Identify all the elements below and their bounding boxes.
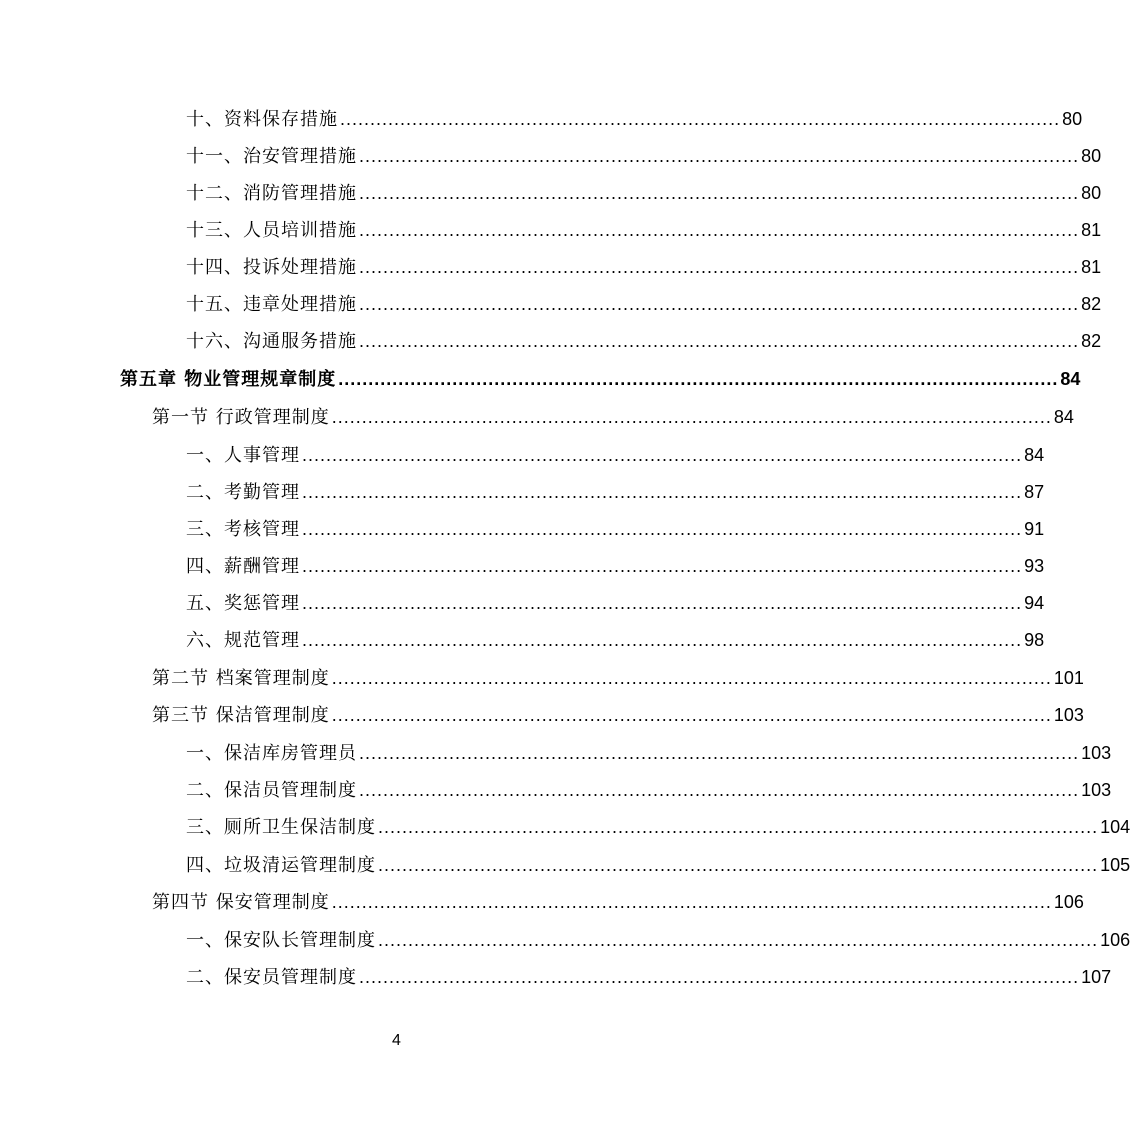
toc-entry-page: 80 — [1081, 183, 1102, 203]
toc-entry[interactable] — [186, 286, 1102, 323]
toc-entry-page: 81 — [1081, 257, 1102, 277]
toc-entry[interactable] — [186, 959, 1112, 996]
toc-entry-title: 第四节 保安管理制度 — [152, 892, 330, 913]
toc-leader: ........................................................................................................................ — [378, 855, 1099, 875]
toc-entry-title: 十三、人员培训措施 — [186, 220, 357, 241]
toc-leader: ........................................................................................................................ — [302, 556, 1023, 576]
toc-leader: ........................................................................................................................ — [302, 519, 1023, 539]
toc-entry-page: 84 — [1024, 445, 1045, 465]
toc-entry[interactable] — [186, 437, 1045, 474]
toc-leader: ........................................................................................................................ — [378, 930, 1099, 950]
toc-entry-title: 十、资料保存措施 — [186, 109, 338, 130]
toc-chapter-entry[interactable] — [120, 361, 1081, 398]
toc-entry-page: 82 — [1081, 294, 1102, 314]
toc-entry[interactable] — [186, 809, 1130, 846]
toc-entry-title: 十一、治安管理措施 — [186, 146, 357, 167]
toc-section-entry[interactable] — [152, 697, 1084, 734]
page-number: 4 — [392, 1032, 401, 1049]
toc-entry-title: 一、保洁库房管理员 — [186, 743, 357, 764]
toc-entry-page: 84 — [1060, 369, 1081, 389]
toc-section-entry[interactable] — [152, 660, 1084, 697]
toc-entry-page: 106 — [1053, 892, 1084, 912]
toc-leader: ........................................................................................................................ — [359, 146, 1080, 166]
toc-entry-title: 十五、违章处理措施 — [186, 294, 357, 315]
toc-entry-page: 107 — [1081, 967, 1112, 987]
toc-entry-page: 105 — [1100, 855, 1130, 875]
toc-entry[interactable] — [186, 101, 1083, 138]
toc-entry-title: 二、考勤管理 — [186, 482, 300, 503]
toc-entry[interactable] — [186, 175, 1102, 212]
toc-section-entry[interactable] — [152, 884, 1084, 921]
toc-entry-page: 101 — [1053, 668, 1084, 688]
toc-entry-title: 四、垃圾清运管理制度 — [186, 855, 376, 876]
toc-entry[interactable] — [186, 474, 1045, 511]
toc-entry-title: 六、规范管理 — [186, 630, 300, 651]
toc-leader: ........................................................................................................................ — [359, 780, 1080, 800]
toc-entry[interactable] — [186, 548, 1045, 585]
toc-entry[interactable] — [186, 212, 1102, 249]
toc-entry-page: 87 — [1024, 482, 1045, 502]
toc-entry-title: 二、保洁员管理制度 — [186, 780, 357, 801]
toc-entry[interactable] — [186, 622, 1045, 659]
toc-entry-page: 103 — [1053, 705, 1084, 725]
toc-entry[interactable] — [186, 922, 1130, 959]
toc-leader: ........................................................................................................................ — [331, 668, 1052, 688]
toc-entry-page: 93 — [1024, 556, 1045, 576]
toc-leader: ........................................................................................................................ — [359, 743, 1080, 763]
toc-entry[interactable] — [186, 138, 1102, 175]
toc-entry-title: 十六、沟通服务措施 — [186, 331, 357, 352]
toc-leader: ........................................................................................................................ — [359, 220, 1080, 240]
toc-leader: ........................................................................................................................ — [359, 294, 1080, 314]
toc-leader: ........................................................................................................................ — [340, 109, 1061, 129]
toc-entry-title: 二、保安员管理制度 — [186, 967, 357, 988]
toc-entry-page: 103 — [1081, 780, 1112, 800]
toc-entry[interactable] — [186, 585, 1045, 622]
toc-entry-title: 五、奖惩管理 — [186, 593, 300, 614]
toc-leader: ........................................................................................................................ — [302, 593, 1023, 613]
toc-entry-title: 第三节 保洁管理制度 — [152, 705, 330, 726]
toc-entry[interactable] — [186, 847, 1130, 884]
toc-entry-page: 84 — [1053, 407, 1074, 427]
toc-leader: ........................................................................................................................ — [302, 630, 1023, 650]
toc-entry-page: 104 — [1100, 817, 1130, 837]
toc-section-entry[interactable] — [152, 399, 1074, 436]
toc-entry-title: 第二节 档案管理制度 — [152, 668, 330, 689]
toc-leader: ........................................................................................................................ — [302, 482, 1023, 502]
toc-entry-title: 三、考核管理 — [186, 519, 300, 540]
toc-leader: ........................................................................................................................ — [338, 369, 1059, 389]
toc-entry[interactable] — [186, 735, 1112, 772]
toc-entry-title: 第五章 物业管理规章制度 — [120, 369, 337, 390]
toc-leader: ........................................................................................................................ — [331, 705, 1052, 725]
toc-leader: ........................................................................................................................ — [302, 445, 1023, 465]
toc-entry-page: 91 — [1024, 519, 1045, 539]
toc-entry-page: 80 — [1081, 146, 1102, 166]
toc-entry-title: 十四、投诉处理措施 — [186, 257, 357, 278]
toc-entry-title: 一、人事管理 — [186, 445, 300, 466]
toc-entry-page: 98 — [1024, 630, 1045, 650]
toc-entry[interactable] — [186, 323, 1102, 360]
toc-leader: ........................................................................................................................ — [359, 183, 1080, 203]
toc-entry-page: 94 — [1024, 593, 1045, 613]
toc-entry-title: 十二、消防管理措施 — [186, 183, 357, 204]
toc-entry-page: 80 — [1062, 109, 1083, 129]
toc-leader: ........................................................................................................................ — [359, 257, 1080, 277]
toc-entry[interactable] — [186, 249, 1102, 286]
toc-entry-page: 106 — [1100, 930, 1130, 950]
toc-entry-title: 一、保安队长管理制度 — [186, 930, 376, 951]
toc-leader: ........................................................................................................................ — [331, 892, 1052, 912]
toc-entry-title: 四、薪酬管理 — [186, 556, 300, 577]
toc-leader: ........................................................................................................................ — [378, 817, 1099, 837]
toc-entry-title: 三、厕所卫生保洁制度 — [186, 817, 376, 838]
toc-entry-page: 81 — [1081, 220, 1102, 240]
toc-entry-page: 82 — [1081, 331, 1102, 351]
toc-entry[interactable] — [186, 772, 1112, 809]
toc-entry[interactable] — [186, 511, 1045, 548]
toc-entry-title: 第一节 行政管理制度 — [152, 407, 330, 428]
toc-leader: ........................................................................................................................ — [331, 407, 1052, 427]
toc-entry-page: 103 — [1081, 743, 1112, 763]
toc-leader: ........................................................................................................................ — [359, 967, 1080, 987]
toc-leader: ........................................................................................................................ — [359, 331, 1080, 351]
